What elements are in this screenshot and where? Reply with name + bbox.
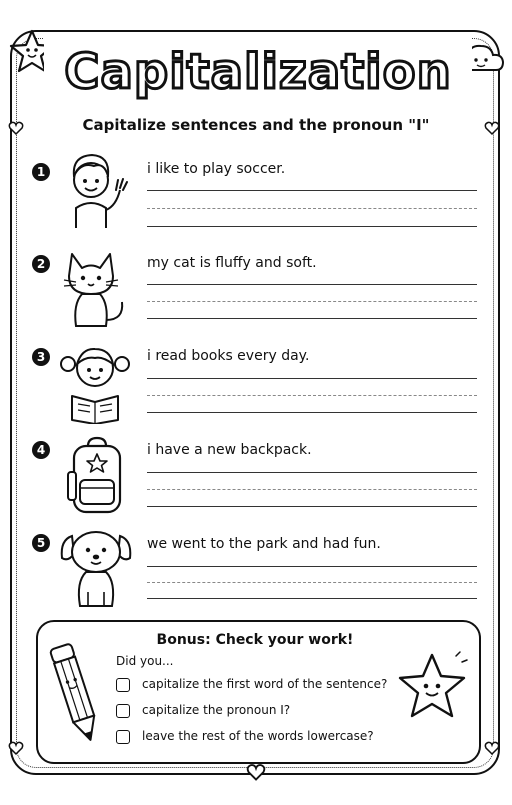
- girl-reading-icon: [58, 340, 136, 424]
- boy-waving-icon: [58, 150, 136, 234]
- item-number: 3: [32, 348, 50, 366]
- writing-line-bottom: [147, 506, 477, 507]
- page-title: Capitalization: [48, 36, 468, 108]
- heart-icon: [484, 740, 500, 756]
- checklist-label: capitalize the first word of the sentence?: [142, 677, 388, 691]
- heart-icon: [8, 740, 24, 756]
- heart-icon: [245, 762, 267, 782]
- checkbox[interactable]: [116, 730, 130, 744]
- page-subtitle: Capitalize sentences and the pronoun "I": [82, 116, 430, 134]
- puppy-icon: [58, 526, 136, 610]
- bonus-title: Bonus: Check your work!: [156, 632, 354, 648]
- writing-line-bottom: [147, 318, 477, 319]
- checklist-label: leave the rest of the words lowercase?: [142, 729, 374, 743]
- checklist-label: capitalize the pronoun I?: [142, 703, 291, 717]
- exercise-row-2: [0, 244, 512, 336]
- bonus-intro: Did you...: [116, 654, 174, 668]
- checkbox[interactable]: [116, 704, 130, 718]
- writing-line-middle: [147, 208, 477, 209]
- writing-line-middle: [147, 301, 477, 302]
- item-number: 4: [32, 441, 50, 459]
- exercise-row-3: [0, 338, 512, 430]
- exercise-row-5: [0, 526, 512, 618]
- writing-line-top: [147, 472, 477, 473]
- sentence-text: i read books every day.: [147, 348, 310, 364]
- sentence-text: i have a new backpack.: [147, 442, 312, 458]
- checkbox[interactable]: [116, 678, 130, 692]
- item-number: 2: [32, 255, 50, 273]
- star-icon: [394, 650, 470, 722]
- sentence-text: my cat is fluffy and soft.: [147, 255, 317, 271]
- backpack-icon: [58, 434, 136, 518]
- exercise-row-4: [0, 432, 512, 524]
- item-number: 1: [32, 163, 50, 181]
- writing-line-top: [147, 190, 477, 191]
- item-number: 5: [32, 534, 50, 552]
- writing-line-bottom: [147, 598, 477, 599]
- writing-line-bottom: [147, 412, 477, 413]
- cat-icon: [58, 244, 136, 328]
- writing-line-middle: [147, 489, 477, 490]
- exercise-row-1: [0, 150, 512, 242]
- writing-line-middle: [147, 395, 477, 396]
- sentence-text: i like to play soccer.: [147, 161, 286, 177]
- writing-line-bottom: [147, 226, 477, 227]
- writing-line-top: [147, 566, 477, 567]
- writing-line-top: [147, 378, 477, 379]
- writing-line-middle: [147, 582, 477, 583]
- bonus-box: [36, 620, 481, 764]
- writing-line-top: [147, 284, 477, 285]
- sentence-text: we went to the park and had fun.: [147, 536, 381, 552]
- pencil-icon: [48, 634, 104, 750]
